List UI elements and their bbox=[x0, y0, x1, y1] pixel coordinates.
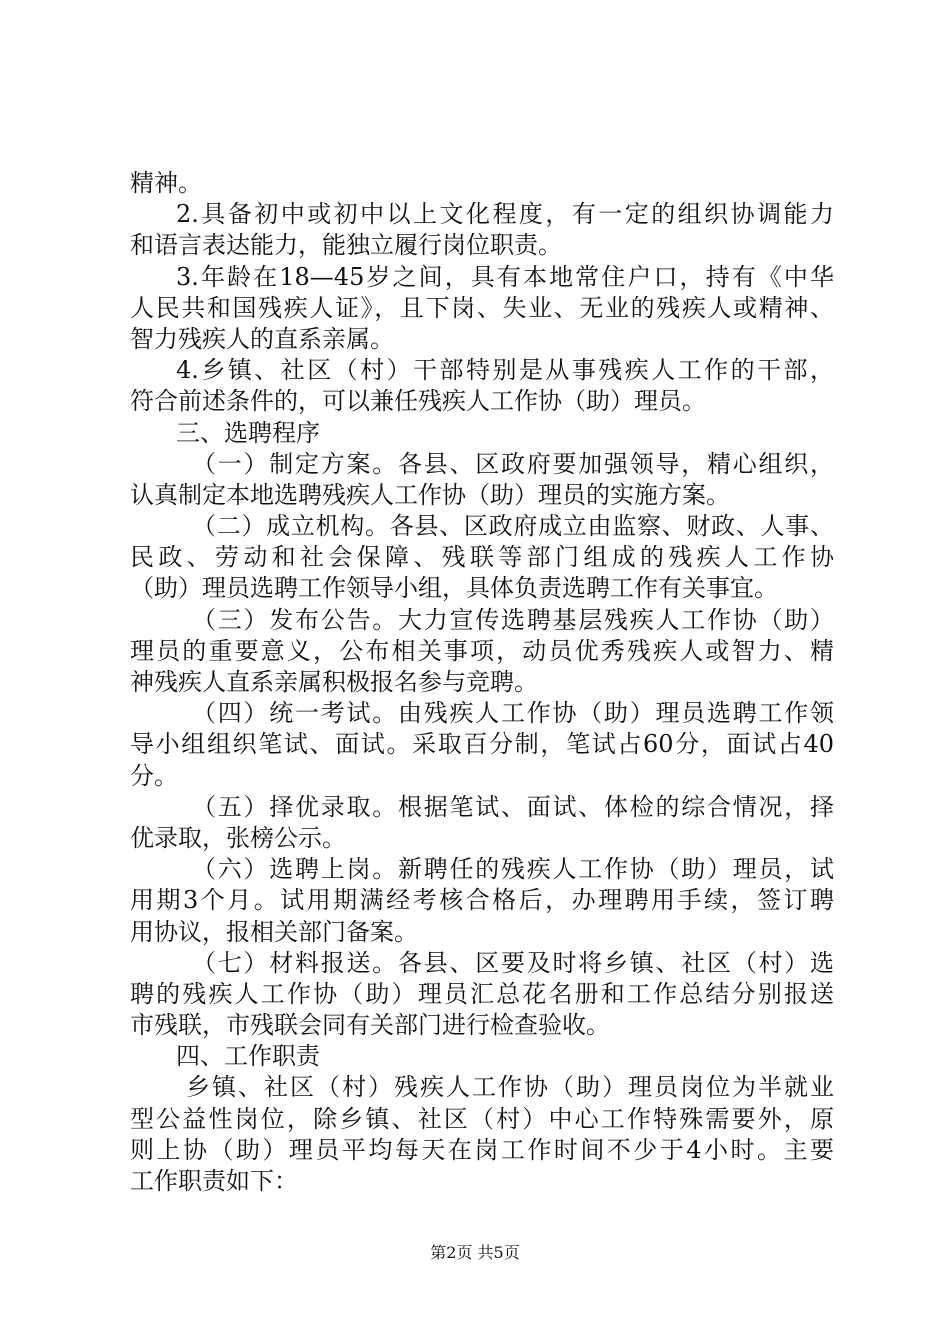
document-body bbox=[130, 168, 834, 1197]
text-line: （六）选聘上岗。新聘任的残疾人工作协（助）理员，试 bbox=[192, 855, 834, 884]
text-line: 三、选聘程序 bbox=[176, 418, 320, 447]
text-line: 认真制定本地选聘残疾人工作协（助）理员的实施方案。 bbox=[130, 480, 730, 509]
text-line: 3.年龄在18—45岁之间，具有本地常住户口，持有《中华 bbox=[176, 262, 834, 291]
text-line: 市残联，市残联会同有关部门进行检查验收。 bbox=[130, 1011, 610, 1040]
text-line: 理员的重要意义，公布相关事项，动员优秀残疾人或智力、精 bbox=[130, 636, 834, 665]
text-line: 2.具备初中或初中以上文化程度，有一定的组织协调能力 bbox=[176, 200, 834, 229]
text-line: 型公益性岗位，除乡镇、社区（村）中心工作特殊需要外，原 bbox=[130, 1104, 834, 1133]
text-line: （助）理员选聘工作领导小组，具体负责选聘工作有关事宜。 bbox=[130, 574, 778, 603]
text-line: 和语言表达能力，能独立履行岗位职责。 bbox=[130, 231, 562, 260]
text-line: 精神。 bbox=[130, 169, 202, 197]
text-line: （四）统一考试。由残疾人工作协（助）理员选聘工作领 bbox=[192, 699, 834, 728]
text-line: 4.乡镇、社区（村）干部特别是从事残疾人工作的干部， bbox=[176, 356, 834, 385]
text-line: 聘的残疾人工作协（助）理员汇总花名册和工作总结分别报送 bbox=[130, 979, 834, 1008]
text-line: 优录取，张榜公示。 bbox=[130, 823, 346, 852]
text-line: （三）发布公告。大力宣传选聘基层残疾人工作协（助） bbox=[192, 605, 834, 634]
text-line: 分。 bbox=[130, 761, 178, 790]
text-line: （五）择优录取。根据笔试、面试、体检的综合情况，择 bbox=[192, 792, 834, 821]
text-line: 用协议，报相关部门备案。 bbox=[130, 917, 418, 946]
text-line: 人民共和国残疾人证》，且下岗、失业、无业的残疾人或精神、 bbox=[130, 293, 834, 322]
text-line: 神残疾人直系亲属积极报名参与竞聘。 bbox=[130, 668, 538, 696]
page-footer bbox=[0, 1243, 950, 1263]
text-line: 则上协（助）理员平均每天在岗工作时间不少于4小时。主要 bbox=[130, 1135, 834, 1164]
text-line: 导小组组织笔试、面试。采取百分制，笔试占60分，面试占40 bbox=[130, 730, 834, 759]
text-line: 用期3个月。试用期满经考核合格后，办理聘用手续，签订聘 bbox=[130, 886, 834, 915]
text-line: 工作职责如下： bbox=[130, 1167, 298, 1195]
text-line: 四、工作职责 bbox=[176, 1042, 320, 1071]
text-line: 符合前述条件的，可以兼任残疾人工作协（助）理员。 bbox=[130, 387, 706, 416]
text-line: （二）成立机构。各县、区政府成立由监察、财政、人事、 bbox=[192, 512, 834, 541]
text-line: 乡镇、社区（村）残疾人工作协（助）理员岗位为半就业 bbox=[186, 1073, 834, 1102]
page-number: 第2页 共5页 bbox=[430, 1243, 520, 1262]
text-line: （一）制定方案。各县、区政府要加强领导，精心组织， bbox=[192, 449, 834, 478]
text-line: 智力残疾人的直系亲属。 bbox=[130, 324, 394, 353]
text-line: （七）材料报送。各县、区要及时将乡镇、社区（村）选 bbox=[192, 948, 834, 977]
text-line: 民政、劳动和社会保障、残联等部门组成的残疾人工作协 bbox=[130, 543, 834, 572]
